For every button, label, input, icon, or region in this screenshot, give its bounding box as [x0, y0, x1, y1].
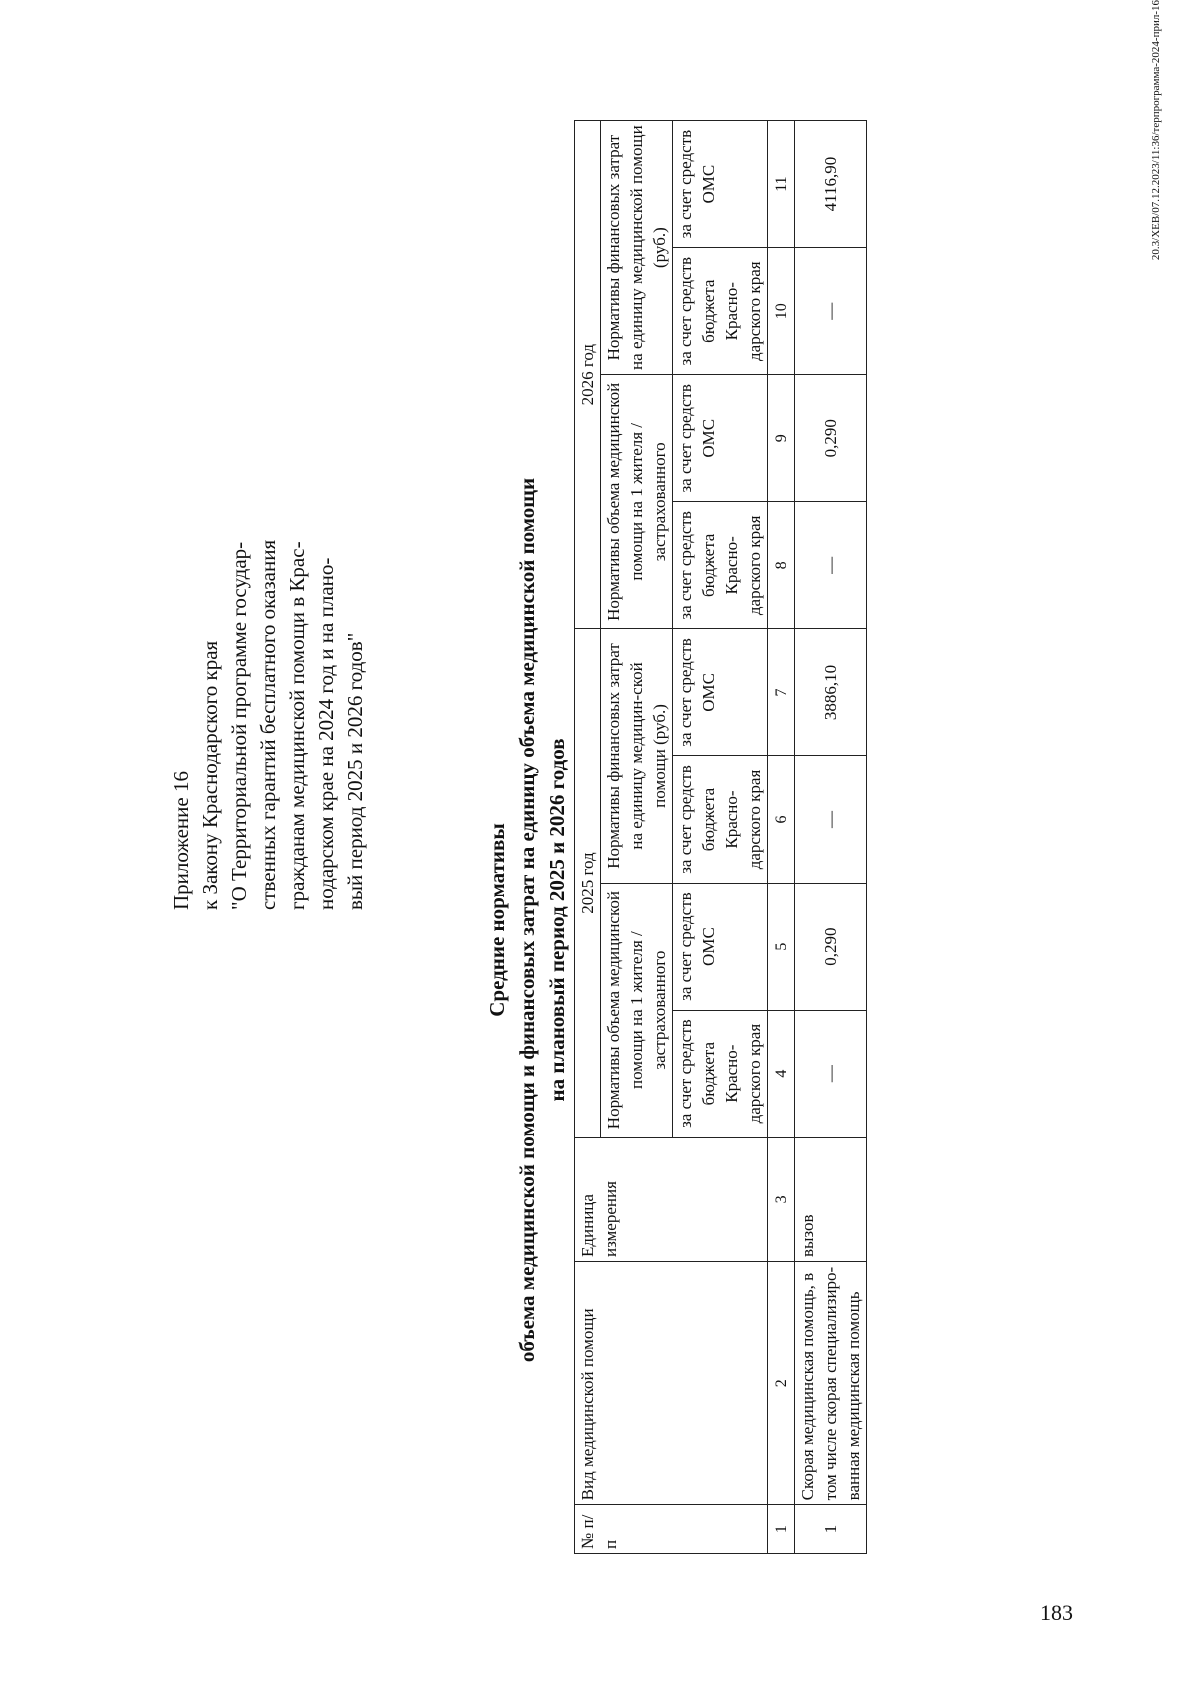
header-oms: за счет средств ОМС [673, 629, 768, 756]
column-number-row [768, 121, 795, 1554]
header-budget: за счет средств бюджета Красно-дарского края [673, 756, 768, 883]
appendix-line: к Закону Краснодарского края [198, 640, 222, 910]
header-budget: за счет средств бюджета Красно-дарского края [673, 502, 768, 629]
appendix-line: нодарском крае на 2024 год и на плано- [314, 557, 338, 910]
appendix-line: Приложение 16 [169, 771, 193, 910]
column-number: 6 [768, 756, 795, 883]
header-cost-2025: Нормативы финансовых затрат на единицу медицин-ской помощи (руб.) [601, 629, 673, 883]
column-number: 9 [768, 375, 795, 502]
header-kind: Вид медицинской помощи [575, 1262, 768, 1505]
row-volume-2025-budget: — [795, 1010, 867, 1137]
header-budget: за счет средств бюджета Красно-дарского края [673, 248, 768, 375]
rotated-page [22, 0, 1182, 1610]
header-row-1 [575, 121, 601, 1554]
column-number: 1 [768, 1505, 795, 1554]
header-unit: Единица измерения [575, 1137, 768, 1261]
row-cost-2026-oms: 4116,90 [795, 121, 867, 248]
header-budget: за счет средств бюджета Красно-дарского края [673, 1010, 768, 1137]
row-volume-2026-budget: — [795, 502, 867, 629]
header-oms: за счет средств ОМС [673, 375, 768, 502]
appendix-line: вый период 2025 и 2026 годов" [343, 632, 367, 910]
header-2025: 2025 год [575, 629, 601, 1137]
header-cost-2026: Нормативы финансовых затрат на единицу медицинской помощи (руб.) [601, 121, 673, 375]
row-volume-2026-oms: 0,290 [795, 375, 867, 502]
document-title [482, 230, 572, 1610]
appendix-line: ственных гарантий бесплатного оказания [256, 539, 280, 910]
column-number: 10 [768, 248, 795, 375]
header-oms: за счет средств ОМС [673, 121, 768, 248]
appendix-header [167, 440, 370, 910]
column-number: 7 [768, 629, 795, 756]
title-line-2: объема медицинской помощи и финансовых затрат на единицу объема медицинской помощи [515, 477, 539, 1363]
row-num: 1 [795, 1505, 867, 1554]
header-2026: 2026 год [575, 121, 601, 629]
column-number: 11 [768, 121, 795, 248]
header-volume-2026: Нормативы объема медицинской помощи на 1 жителя / застрахованного [601, 375, 673, 629]
table-row [795, 121, 867, 1554]
row-cost-2025-budget: — [795, 756, 867, 883]
row-unit: вызов [795, 1137, 867, 1261]
header-volume-2025: Нормативы объема медицинской помощи на 1 жителя / застрахованного [601, 883, 673, 1137]
title-line-1: Средние нормативы [485, 823, 509, 1017]
column-number: 3 [768, 1137, 795, 1261]
column-number: 4 [768, 1010, 795, 1137]
title-line-3: на плановый период 2025 и 2026 годов [545, 738, 569, 1102]
header-oms: за счет средств ОМС [673, 883, 768, 1010]
column-number: 8 [768, 502, 795, 629]
row-cost-2026-budget: — [795, 248, 867, 375]
appendix-line: гражданам медицинской помощи в Крас- [285, 541, 309, 910]
document-footer: 20.3/XEB/07.12.2023/11:36/терпрограмма-2024-прил-16 [1150, 0, 1162, 261]
row-kind: Скорая медицинская помощь, в том числе скорая специализиро-ванная медицинская помощь [795, 1262, 867, 1505]
row-cost-2025-oms: 3886,10 [795, 629, 867, 756]
page-number: 183 [1040, 1600, 1073, 1625]
column-number: 5 [768, 883, 795, 1010]
column-number: 2 [768, 1262, 795, 1505]
norms-table [574, 120, 867, 1554]
row-volume-2025-oms: 0,290 [795, 883, 867, 1010]
appendix-line: "О Территориальной программе государ- [227, 541, 251, 910]
header-num: № п/п [575, 1505, 768, 1554]
